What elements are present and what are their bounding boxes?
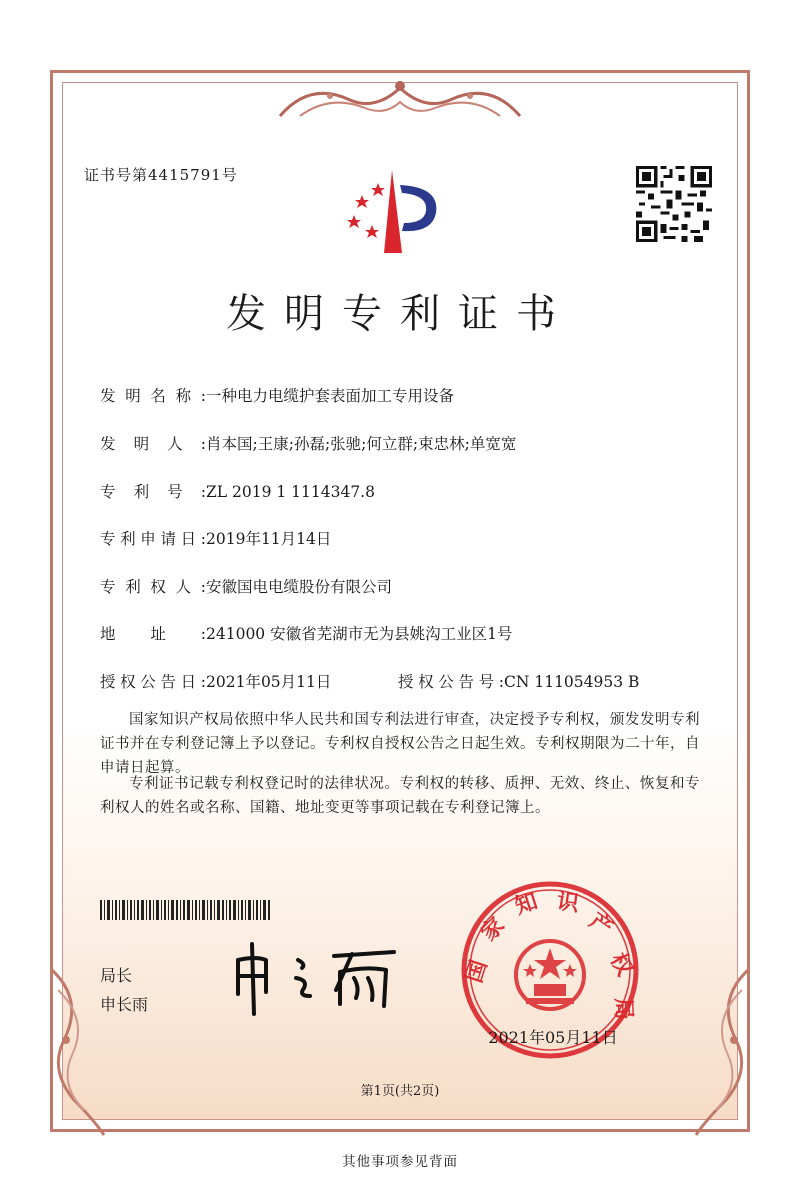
address-value: 241000 安徽省芜湖市无为县姚沟工业区1号: [206, 625, 513, 643]
qr-code: [636, 166, 712, 242]
svg-text:权: 权: [605, 948, 638, 980]
director-name: 申长雨: [100, 995, 149, 1014]
statement-paragraph-1: 国家知识产权局依照中华人民共和国专利法进行审查，决定授予专利权，颁发发明专利证书并在专利登记簿上予以登记。专利权自授权公告之日起生效。专利权期限为二十年，自申请日起算。: [100, 712, 700, 776]
grant-number-value: CN 111054953 B: [504, 673, 640, 691]
top-ornament: [270, 76, 530, 122]
footer-note: 其他事项参见背面: [342, 1154, 458, 1170]
svg-text:知: 知: [511, 888, 541, 919]
invention-name-row: [100, 384, 454, 406]
patentee-label: 专利权人:: [100, 578, 206, 596]
director-title: 局长: [100, 966, 133, 985]
patentee-row: [100, 575, 392, 597]
invention-name-value: 一种电力电缆护套表面加工专用设备: [206, 387, 455, 405]
statement-paragraph-2: 专利证书记载专利权登记时的法律状况。专利权的转移、质押、无效、终止、恢复和专利权人的姓名或名称、国籍、地址变更等事项记载在专利登记簿上。: [100, 776, 700, 816]
grant-number-label: 授权公告号:: [398, 673, 504, 691]
address-label: 地址:: [100, 625, 206, 643]
grant-date-label: 授权公告日:: [100, 673, 206, 691]
address-row: [100, 622, 512, 644]
cnipa-emblem: [340, 165, 450, 255]
seal-date: 2021年05月11日: [488, 1028, 618, 1047]
svg-text:产: 产: [585, 907, 618, 941]
grant-number-row: [398, 670, 639, 692]
svg-text:局: 局: [611, 997, 637, 1021]
patent-number-value: ZL 2019 1 1114347.8: [206, 483, 375, 501]
certificate-number: 证书号第4415791号: [84, 166, 238, 184]
patent-number-label: 专利号:: [100, 483, 206, 501]
inventors-row: [100, 432, 516, 454]
patentee-value: 安徽国电电缆股份有限公司: [206, 578, 393, 596]
grant-date-row: [100, 670, 331, 692]
svg-text:国: 国: [460, 956, 492, 986]
grant-date-value: 2021年05月11日: [206, 673, 332, 691]
page-number: 第1页(共2页): [360, 1084, 440, 1099]
inventors-label: 发明人:: [100, 435, 206, 453]
svg-text:家: 家: [475, 912, 510, 946]
barcode: [100, 900, 272, 920]
inventors-value: 肖本国;王康;孙磊;张驰;何立群;束忠林;单宽宽: [206, 435, 517, 453]
filing-date-label: 专利申请日:: [100, 530, 206, 548]
svg-text:识: 识: [555, 888, 581, 917]
certificate-title: 发明专利证书: [226, 291, 574, 337]
left-corner-ornament: [44, 960, 114, 1140]
patent-number-row: [100, 480, 375, 502]
right-corner-ornament: [686, 960, 756, 1140]
filing-date-row: [100, 527, 331, 549]
filing-date-value: 2019年11月14日: [206, 530, 332, 548]
invention-name-label: 发明名称:: [100, 387, 206, 405]
handwritten-signature: [226, 938, 406, 1016]
